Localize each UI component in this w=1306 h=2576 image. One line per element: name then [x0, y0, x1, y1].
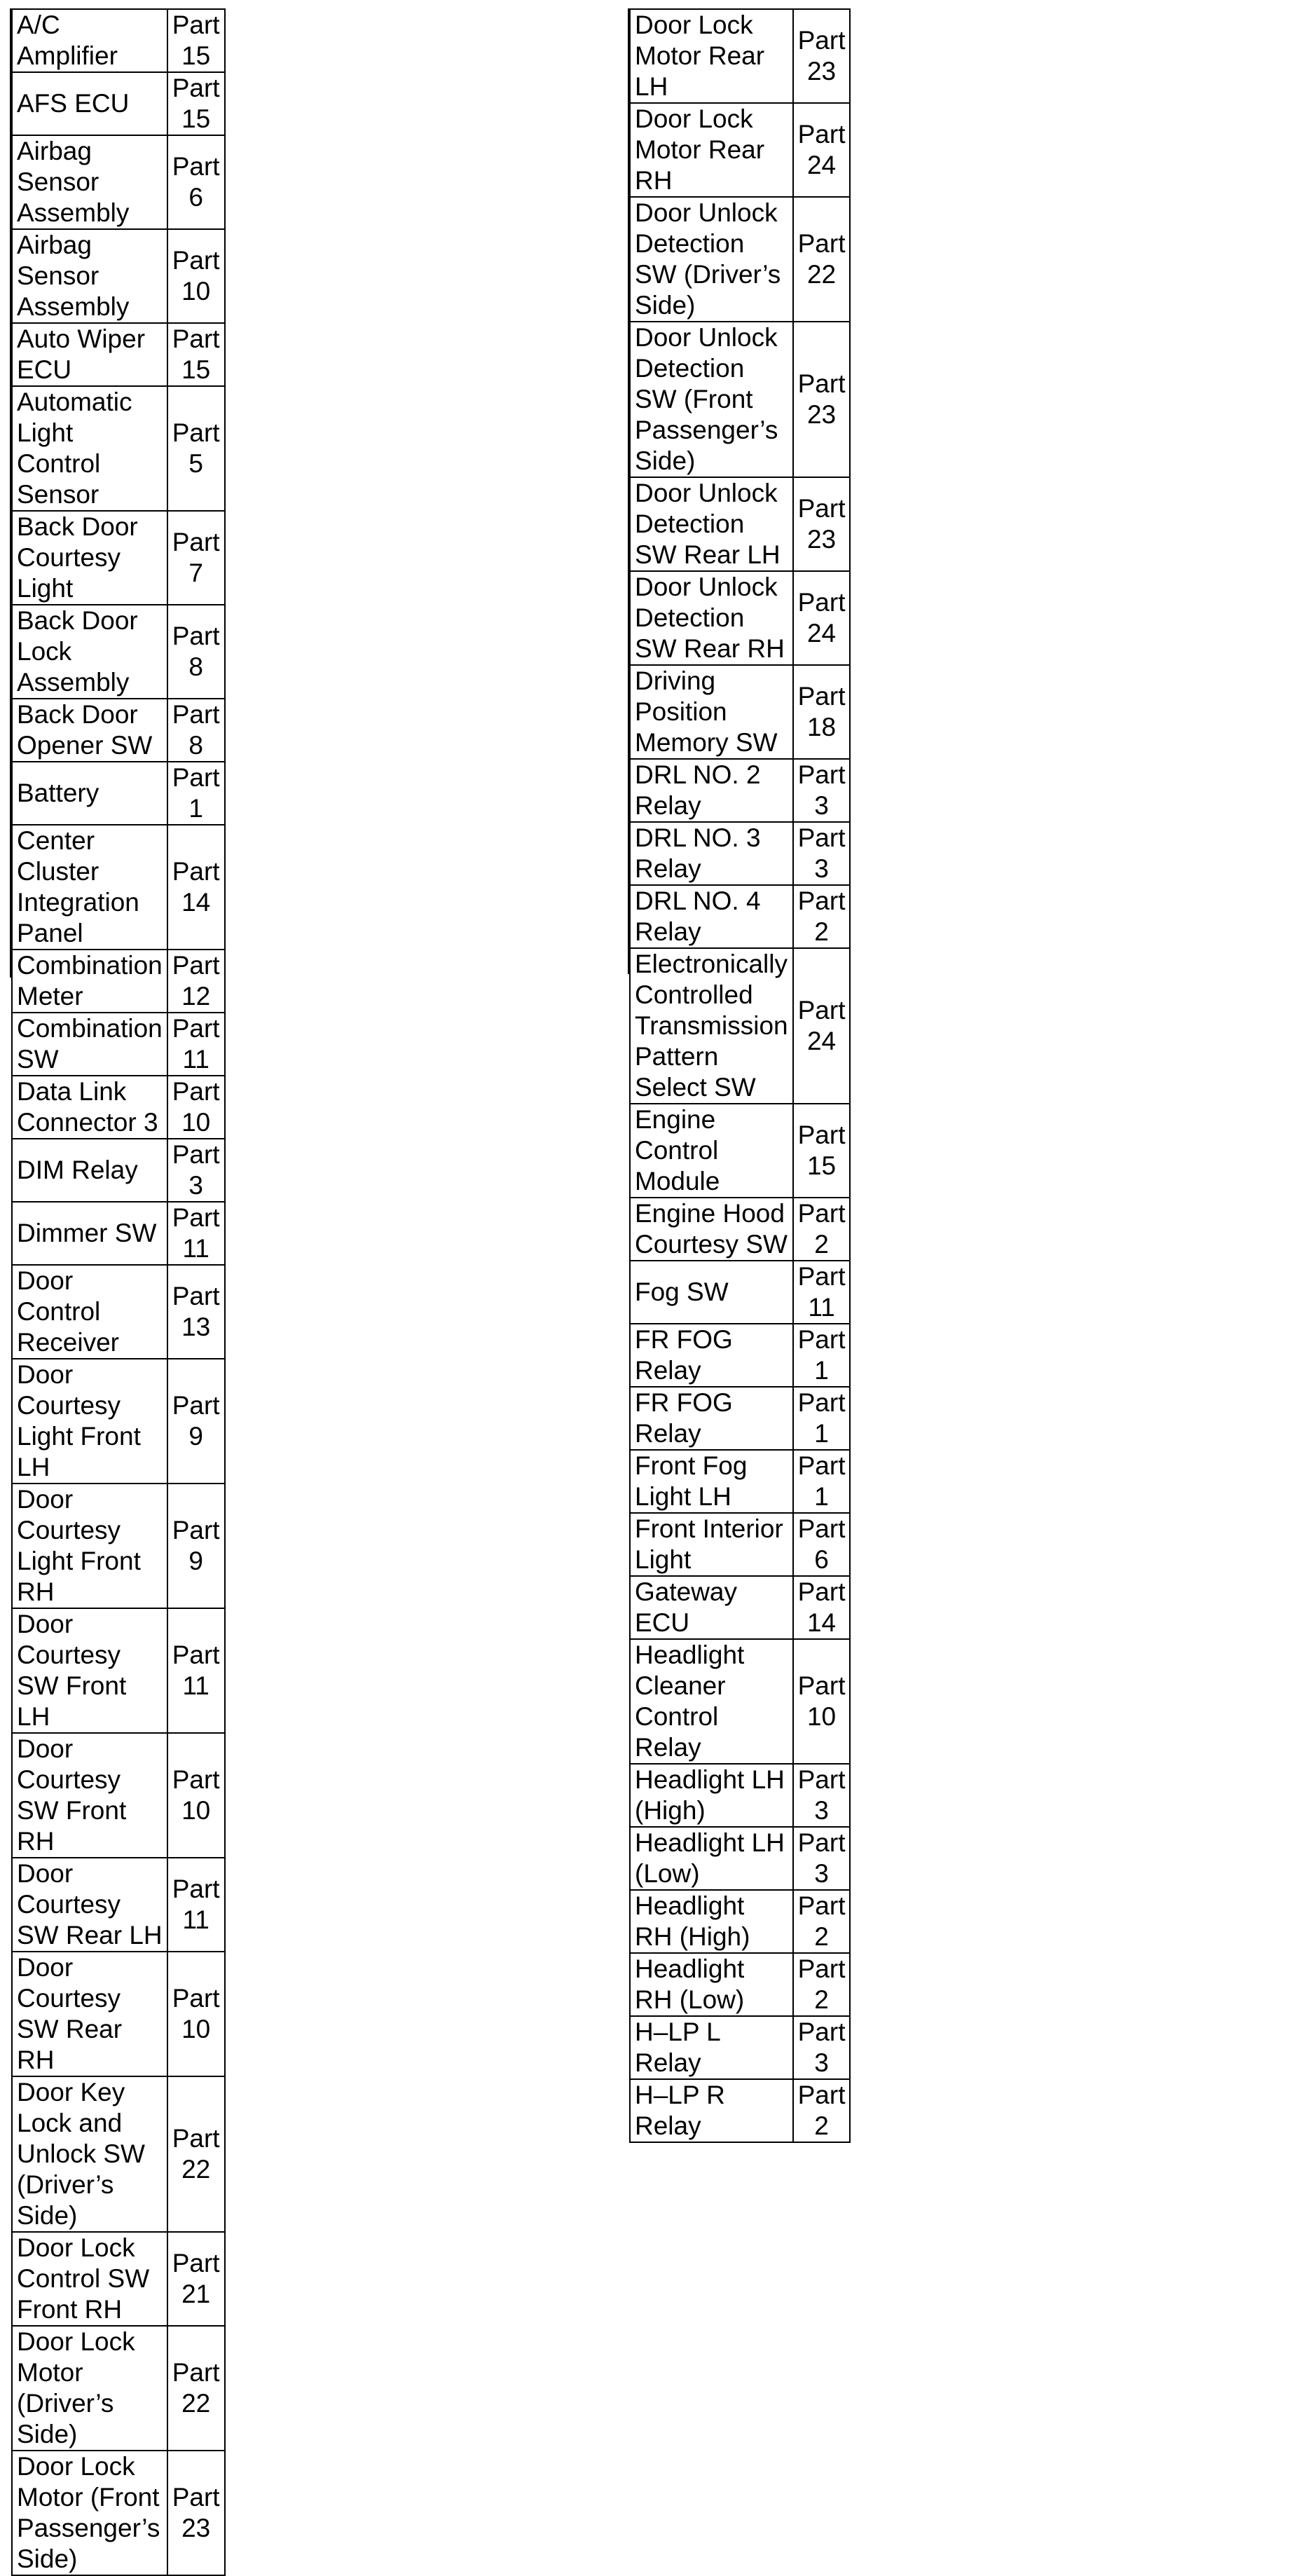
part-reference: Part 1	[167, 762, 225, 825]
component-name: Headlight LH (High)	[630, 1764, 793, 1827]
component-name: FR FOG Relay	[630, 1324, 793, 1387]
table-row	[12, 1076, 225, 1139]
part-reference: Part 12	[167, 950, 225, 1013]
table-row	[630, 1387, 850, 1450]
table-row	[630, 1324, 850, 1387]
component-name: FR FOG Relay	[630, 1387, 793, 1450]
component-name: Back Door Lock Assembly	[12, 605, 167, 699]
part-reference: Part 1	[793, 1450, 851, 1513]
component-name: Airbag Sensor Assembly	[12, 135, 167, 229]
table-row	[12, 1202, 225, 1265]
table-row	[12, 950, 225, 1013]
table-row	[630, 2079, 850, 2142]
table-row	[12, 825, 225, 950]
part-reference: Part 23	[167, 2451, 225, 2575]
part-reference: Part 5	[167, 386, 225, 511]
table-row	[630, 759, 850, 822]
table-row	[630, 1261, 850, 1324]
component-name: Gateway ECU	[630, 1576, 793, 1639]
table-row	[630, 1764, 850, 1827]
part-reference: Part 10	[167, 1076, 225, 1139]
table-row	[12, 511, 225, 605]
table-row	[630, 948, 850, 1104]
component-name: DRL NO. 2 Relay	[630, 759, 793, 822]
component-name: Combination SW	[12, 1013, 167, 1076]
parts-table-right	[629, 8, 851, 2143]
part-reference: Part 21	[167, 2232, 225, 2326]
part-reference: Part 11	[167, 1202, 225, 1265]
table-row	[12, 229, 225, 323]
table-row	[630, 1639, 850, 1764]
part-reference: Part 6	[793, 1513, 851, 1576]
part-reference: Part 8	[167, 699, 225, 762]
component-name: H–LP R Relay	[630, 2079, 793, 2142]
table-row	[12, 1139, 225, 1202]
table-row	[12, 605, 225, 699]
part-reference: Part 10	[167, 1952, 225, 2076]
table-row	[630, 1450, 850, 1513]
part-reference: Part 2	[793, 2079, 851, 2142]
part-reference: Part 15	[793, 1104, 851, 1198]
table-row	[630, 103, 850, 197]
part-reference: Part 10	[167, 229, 225, 323]
component-name: Door Control Receiver	[12, 1265, 167, 1359]
part-reference: Part 11	[793, 1261, 851, 1324]
component-name: Door Courtesy Light Front RH	[12, 1484, 167, 1608]
table-row	[630, 1104, 850, 1198]
component-name: A/C Amplifier	[12, 9, 167, 72]
component-name: Headlight Cleaner Control Relay	[630, 1639, 793, 1764]
part-reference: Part 15	[167, 323, 225, 386]
component-name: Airbag Sensor Assembly	[12, 229, 167, 323]
component-name: Door Unlock Detection SW Rear LH	[630, 477, 793, 571]
table-row	[12, 1733, 225, 1858]
component-name: Door Lock Motor Rear LH	[630, 9, 793, 103]
part-reference: Part 24	[793, 948, 851, 1104]
part-reference: Part 24	[793, 571, 851, 665]
component-name: Front Fog Light LH	[630, 1450, 793, 1513]
table-row	[12, 2076, 225, 2232]
part-reference: Part 8	[167, 605, 225, 699]
component-name: Driving Position Memory SW	[630, 665, 793, 759]
component-name: Door Courtesy Light Front LH	[12, 1359, 167, 1484]
table-row	[12, 1952, 225, 2076]
part-reference: Part 23	[793, 9, 851, 103]
part-reference: Part 22	[167, 2076, 225, 2232]
component-name: Engine Hood Courtesy SW	[630, 1198, 793, 1261]
table-row	[630, 197, 850, 322]
part-reference: Part 3	[793, 1827, 851, 1890]
component-name: AFS ECU	[12, 72, 167, 135]
component-name: DRL NO. 4 Relay	[630, 885, 793, 948]
part-reference: Part 2	[793, 1198, 851, 1261]
component-name: Headlight LH (Low)	[630, 1827, 793, 1890]
table-row	[630, 822, 850, 885]
part-reference: Part 1	[793, 1387, 851, 1450]
part-reference: Part 2	[793, 885, 851, 948]
table-row	[630, 9, 850, 103]
table-row	[630, 1890, 850, 1953]
component-name: Door Courtesy SW Front LH	[12, 1608, 167, 1733]
table-row	[630, 665, 850, 759]
component-name: Door Unlock Detection SW Rear RH	[630, 571, 793, 665]
part-reference: Part 13	[167, 1265, 225, 1359]
part-reference: Part 11	[167, 1858, 225, 1952]
component-name: Fog SW	[630, 1261, 793, 1324]
table-row	[12, 1265, 225, 1359]
table-row	[630, 1513, 850, 1576]
table-row	[630, 571, 850, 665]
component-name: Door Courtesy SW Front RH	[12, 1733, 167, 1858]
column-divider	[612, 8, 629, 974]
part-reference: Part 22	[167, 2326, 225, 2451]
component-name: Engine Control Module	[630, 1104, 793, 1198]
part-reference: Part 24	[793, 103, 851, 197]
table-row	[630, 1198, 850, 1261]
component-name: Dimmer SW	[12, 1202, 167, 1265]
part-reference: Part 14	[167, 825, 225, 950]
part-reference: Part 2	[793, 1953, 851, 2016]
table-row	[630, 1953, 850, 2016]
table-row	[12, 135, 225, 229]
component-name: Electronically Controlled Transmission Pattern Select SW	[630, 948, 793, 1104]
table-row	[12, 72, 225, 135]
part-reference: Part 11	[167, 1608, 225, 1733]
component-name: Door Key Lock and Unlock SW (Driver’s Side)	[12, 2076, 167, 2232]
table-row	[12, 1484, 225, 1608]
part-reference: Part 3	[793, 822, 851, 885]
part-reference: Part 3	[167, 1139, 225, 1202]
table-row	[630, 477, 850, 571]
part-reference: Part 9	[167, 1359, 225, 1484]
component-name: Combination Meter	[12, 950, 167, 1013]
component-name: DRL NO. 3 Relay	[630, 822, 793, 885]
component-name: DIM Relay	[12, 1139, 167, 1202]
table-row	[630, 1827, 850, 1890]
component-name: Door Courtesy SW Rear RH	[12, 1952, 167, 2076]
part-reference: Part 10	[167, 1733, 225, 1858]
parts-table-left	[11, 8, 226, 2576]
component-name: Headlight RH (Low)	[630, 1953, 793, 2016]
table-row	[12, 323, 225, 386]
part-reference: Part 10	[793, 1639, 851, 1764]
part-reference: Part 22	[793, 197, 851, 322]
table-row	[12, 1858, 225, 1952]
part-reference: Part 3	[793, 1764, 851, 1827]
part-reference: Part 7	[167, 511, 225, 605]
part-reference: Part 23	[793, 477, 851, 571]
table-row	[12, 2326, 225, 2451]
component-name: Battery	[12, 762, 167, 825]
table-row	[12, 2232, 225, 2326]
component-name: Automatic Light Control Sensor	[12, 386, 167, 511]
component-name: Door Lock Control SW Front RH	[12, 2232, 167, 2326]
part-reference: Part 3	[793, 2016, 851, 2079]
table-row	[630, 2016, 850, 2079]
table-row	[12, 699, 225, 762]
component-name: Back Door Opener SW	[12, 699, 167, 762]
table-row	[12, 2451, 225, 2575]
part-reference: Part 18	[793, 665, 851, 759]
table-row	[12, 762, 225, 825]
part-reference: Part 3	[793, 759, 851, 822]
table-row	[12, 386, 225, 511]
component-name: Auto Wiper ECU	[12, 323, 167, 386]
table-row	[630, 1576, 850, 1639]
component-name: Door Lock Motor Rear RH	[630, 103, 793, 197]
component-name: Center Cluster Integration Panel	[12, 825, 167, 950]
component-name: Back Door Courtesy Light	[12, 511, 167, 605]
table-row	[12, 1013, 225, 1076]
component-name: Door Unlock Detection SW (Driver’s Side)	[630, 197, 793, 322]
component-name: Headlight RH (High)	[630, 1890, 793, 1953]
component-name: Door Courtesy SW Rear LH	[12, 1858, 167, 1952]
table-row	[630, 885, 850, 948]
part-reference: Part 23	[793, 322, 851, 477]
part-reference: Part 15	[167, 9, 225, 72]
part-reference: Part 14	[793, 1576, 851, 1639]
table-row	[12, 1608, 225, 1733]
component-name: Door Lock Motor (Driver’s Side)	[12, 2326, 167, 2451]
part-reference: Part 9	[167, 1484, 225, 1608]
component-name: Data Link Connector 3	[12, 1076, 167, 1139]
component-name: H–LP L Relay	[630, 2016, 793, 2079]
component-name: Door Unlock Detection SW (Front Passenger’s Side)	[630, 322, 793, 477]
part-reference: Part 2	[793, 1890, 851, 1953]
component-name: Door Lock Motor (Front Passenger’s Side)	[12, 2451, 167, 2575]
component-name: Front Interior Light	[630, 1513, 793, 1576]
table-row	[630, 322, 850, 477]
table-row	[12, 9, 225, 72]
part-reference: Part 6	[167, 135, 225, 229]
part-reference: Part 1	[793, 1324, 851, 1387]
part-reference: Part 11	[167, 1013, 225, 1076]
part-reference: Part 15	[167, 72, 225, 135]
table-row	[12, 1359, 225, 1484]
